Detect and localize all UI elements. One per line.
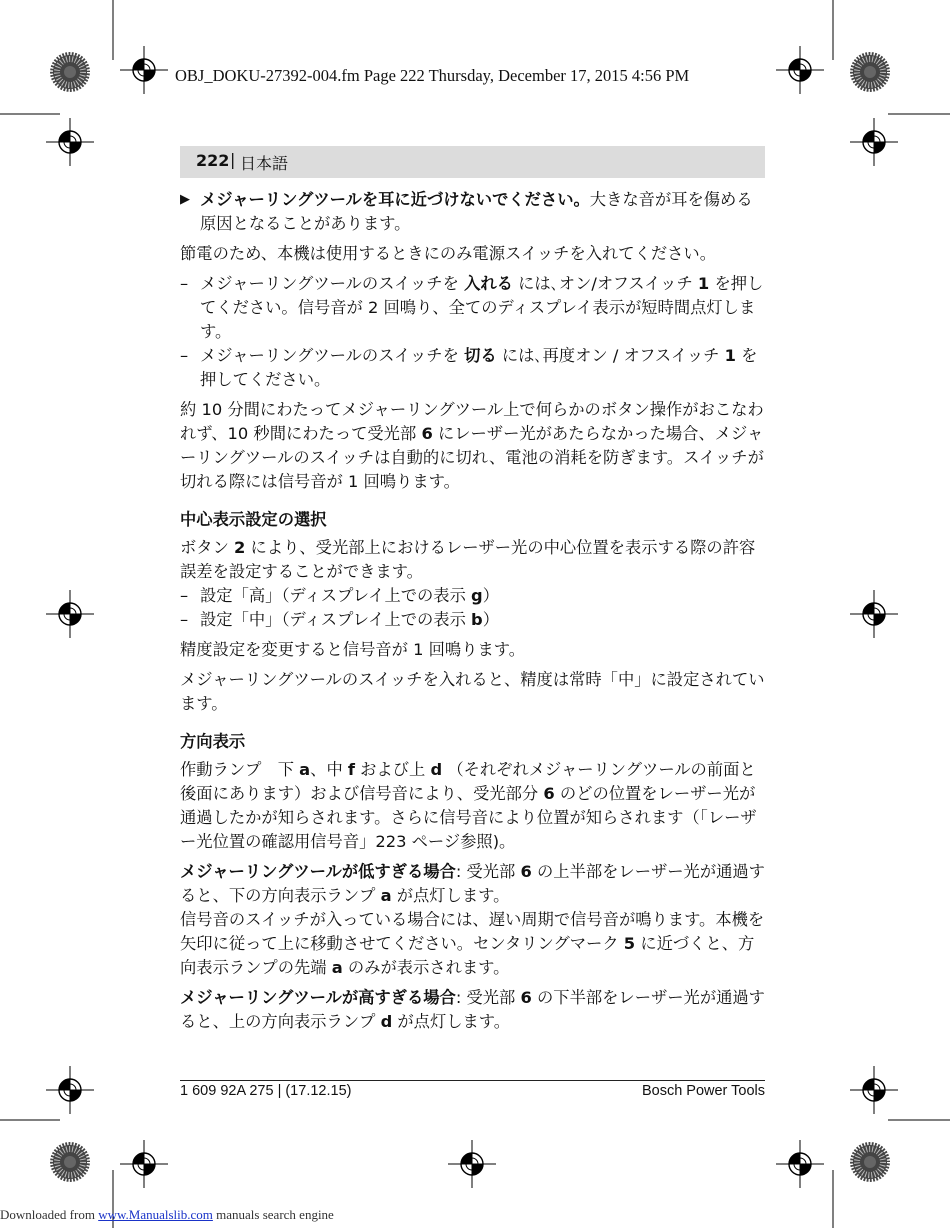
header-separator: | [230, 150, 236, 169]
text-run: のどの位置をレーザー光が通過したかが知らされます。さらに信号音により位置が知らされます（「レーザー光位置の確認用信号音」223 ページ参照)。 [180, 784, 757, 851]
registration-mark-bottom-center [448, 1140, 496, 1188]
center-paragraph [180, 536, 765, 584]
page-header [180, 146, 765, 178]
header-language: 日本語 [240, 154, 289, 173]
registration-mark-upper-left [46, 118, 94, 166]
text-run: a [331, 958, 343, 977]
power-intro: 節電のため、本機は使用するときにのみ電源スイッチを入れてください。 [180, 244, 716, 263]
text-run: 2 [234, 538, 246, 557]
text-run: 作動ランプ 下 [180, 760, 300, 779]
text-run: の上半部をレーザー光が通過すると、下の方向表示ランプ [180, 862, 765, 905]
star-target-top-right [850, 52, 890, 92]
text-run: 設定「中」（ディスプレイ上での表示 [200, 610, 472, 629]
too-low-paragraph [180, 860, 765, 908]
text-run: 6 [421, 424, 433, 443]
text-run: を押してください。信号音が 2 回鳴り、全てのディスプレイ表示が短時間点灯します。 [200, 274, 764, 341]
warning-bold: メジャーリングツールを耳に近づけないでください。 [200, 190, 590, 209]
star-target-bottom-left [50, 1142, 90, 1182]
triangle-bullet-icon: ▶ [180, 192, 190, 207]
text-run: 設定「高」（ディスプレイ上での表示 [200, 586, 472, 605]
text-run: 1 [697, 274, 710, 293]
dash-marker: – [180, 346, 189, 365]
text-run: メジャーリングツールが低すぎる場合 [180, 862, 456, 881]
text-run: b [471, 610, 483, 629]
text-run: : 受光部 [455, 862, 521, 881]
text-run: に近づくと、方向表示ランプの先端 [180, 934, 755, 977]
text-run: f [347, 760, 355, 779]
text-run: には､再度オン / オフスイッチ [496, 346, 725, 365]
text-run: a [299, 760, 311, 779]
text-run: d [380, 1012, 393, 1031]
dash-marker: – [180, 610, 189, 629]
registration-mark-bottom-left [120, 1140, 168, 1188]
too-low-signal-paragraph [180, 908, 765, 980]
text-run: が点灯します。 [392, 1012, 511, 1031]
text-run: : 受光部 [455, 988, 521, 1007]
precision-default-paragraph: メジャーリングツールのスイッチを入れると、精度は常時「中」に設定されています。 [180, 670, 765, 713]
page-content [180, 188, 765, 1040]
text-run: ） [482, 586, 499, 605]
registration-mark-top-left [120, 46, 168, 94]
text-run: d [430, 760, 443, 779]
text-run: メジャーリングツールが高すぎる場合 [180, 988, 456, 1007]
dash-marker: – [180, 274, 189, 293]
star-target-top-left [50, 52, 90, 92]
text-run: 6 [543, 784, 555, 803]
text-run: の下半部をレーザー光が通過すると、上の方向表示ランプ [180, 988, 765, 1031]
setting-high-item [180, 584, 765, 608]
text-run: メジャーリングツールのスイッチを [200, 274, 465, 293]
auto-off-paragraph [180, 398, 765, 494]
text-run: メジャーリングツールのスイッチを [200, 346, 465, 365]
page-number: 222 [196, 151, 230, 170]
precision-change-paragraph: 精度設定を変更すると信号音が 1 回鳴ります。 [180, 640, 526, 659]
download-suffix: manuals search engine [212, 1207, 334, 1222]
text-run: により、受光部上におけるレーザー光の中心位置を表示する際の許容誤差を設定することができます。 [180, 538, 756, 581]
warning-text: 大きな音が耳を傷める原因となることがあります。 [200, 190, 753, 233]
text-run: 切る [464, 346, 497, 365]
text-run: ボタン [180, 538, 235, 557]
registration-mark-lower-right [850, 1066, 898, 1114]
dash-marker: – [180, 586, 189, 605]
text-run: 、中 [310, 760, 348, 779]
download-note [0, 1207, 334, 1223]
power-off-item [180, 344, 765, 392]
direction-paragraph [180, 758, 765, 854]
download-prefix: Downloaded from [0, 1207, 99, 1222]
text-run: 6 [520, 988, 532, 1007]
registration-mark-upper-right [850, 118, 898, 166]
text-run: g [471, 586, 483, 605]
too-high-paragraph [180, 986, 765, 1034]
text-run: を押してください。 [200, 346, 758, 389]
text-run: 約 10 分間にわたってメジャーリングツール上で何らかのボタン操作がおこなわれず、10 秒間にわたって受光部 [180, 400, 764, 443]
setting-medium-item [180, 608, 765, 632]
text-run: 入れる [464, 274, 513, 293]
footer-document-number: 1 609 92A 275 | (17.12.15) [180, 1083, 352, 1099]
footer-brand: Bosch Power Tools [641, 1083, 765, 1099]
text-run: （それぞれメジャーリングツールの前面と後面にあります）および信号音により、受光部分 [180, 760, 756, 803]
center-heading: 中心表示設定の選択 [180, 510, 327, 529]
text-run: および上 [355, 760, 431, 779]
registration-mark-middle-left [46, 590, 94, 638]
registration-mark-top-right [776, 46, 824, 94]
manualslib-link[interactable]: www.Manualslib.com [98, 1207, 213, 1222]
text-run: 信号音のスイッチが入っている場合には、遅い周期で信号音が鳴ります。本機を矢印に従って上に移動させてください。センタリングマーク [180, 910, 765, 953]
text-run: 1 [724, 346, 736, 365]
power-on-item [180, 272, 765, 344]
text-run: ） [482, 610, 499, 629]
file-slug: OBJ_DOKU-27392-004.fm Page 222 Thursday, December 17, 2015 4:56 PM [175, 66, 690, 85]
text-run: が点灯します。 [391, 886, 510, 905]
registration-mark-lower-left [46, 1066, 94, 1114]
footer-rule [180, 1080, 765, 1081]
registration-mark-middle-right [850, 590, 898, 638]
direction-heading: 方向表示 [180, 732, 246, 751]
warning-bullet [180, 188, 765, 236]
star-target-bottom-right [850, 1142, 890, 1182]
text-run: にレーザー光があたらなかった場合、メジャーリングツールのスイッチは自動的に切れ、電池の消耗を防ぎます。スイッチが切れる際には信号音が 1 回鳴ります。 [180, 424, 764, 491]
text-run: 5 [623, 934, 636, 953]
text-run: a [380, 886, 392, 905]
text-run: のみが表示されます。 [342, 958, 510, 977]
registration-mark-bottom-right [776, 1140, 824, 1188]
text-run: には､オン/オフスイッチ [512, 274, 698, 293]
text-run: 6 [520, 862, 532, 881]
